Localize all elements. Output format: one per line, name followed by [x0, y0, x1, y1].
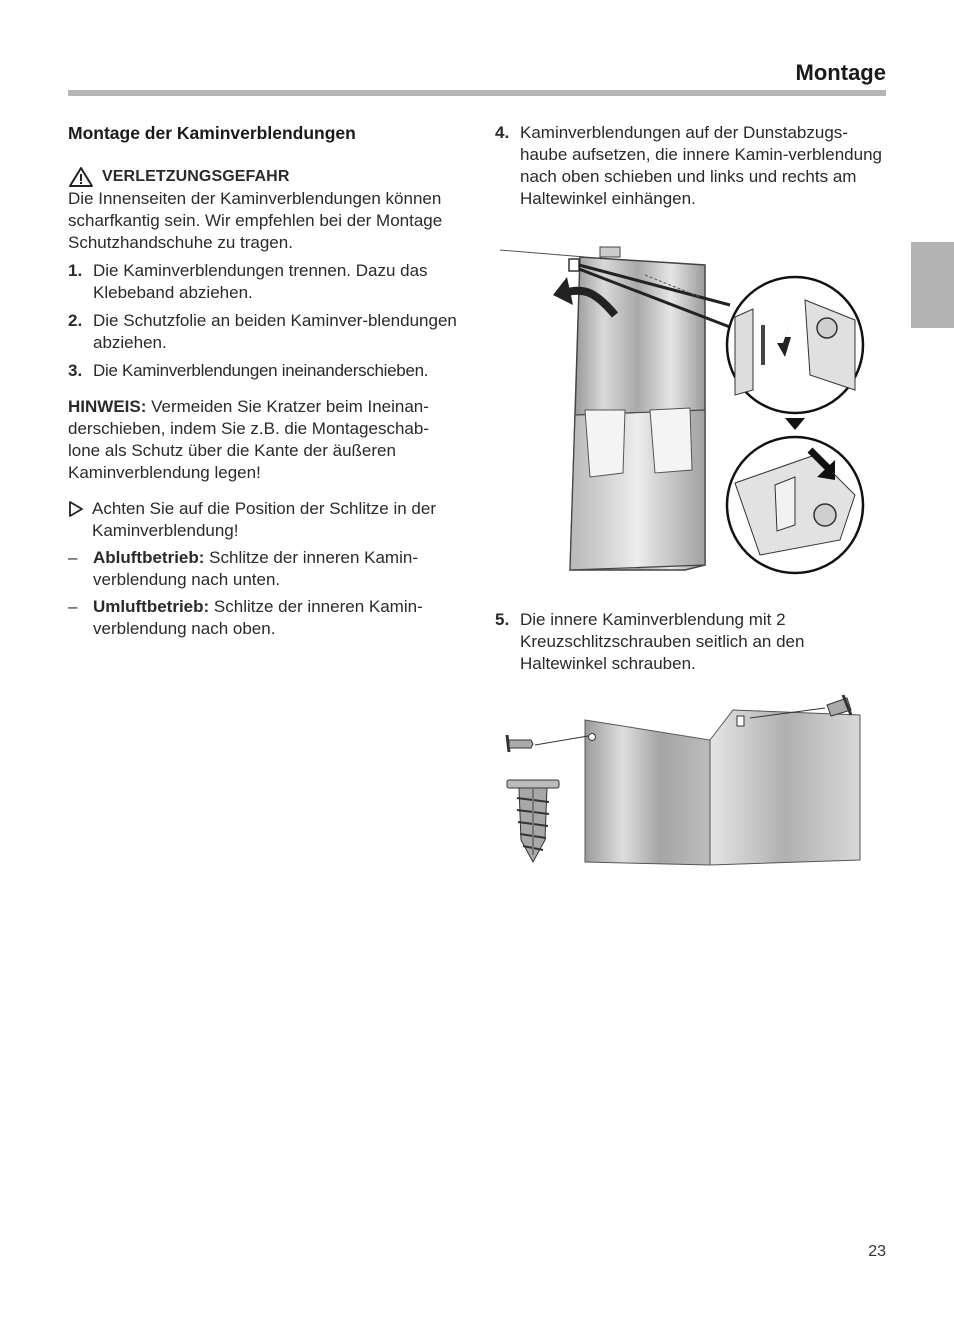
step-text: Kaminverblendungen auf der Dunstabzugs-haube aufsetzen, die innere Kamin-verblendung nach oben schieben und links und rechts am Haltewinkel einhängen. [520, 123, 882, 208]
hint-paragraph [68, 498, 460, 542]
step-number: 5. [495, 610, 510, 629]
list-item [68, 547, 460, 591]
warning-heading [68, 166, 460, 188]
list-item [495, 122, 890, 210]
dash-label: Abluftbetrieb: [93, 548, 205, 567]
step-number: 4. [495, 123, 510, 142]
section-title: Montage der Kaminverblendungen [68, 123, 356, 143]
large-screw [507, 780, 559, 862]
right-column [495, 122, 890, 210]
list-item [68, 596, 460, 640]
warning-label: VERLETZUNGSGEFAHR [102, 168, 290, 185]
step-number: 2. [68, 311, 83, 330]
step-text: Die Schutzfolie an beiden Kaminver-blendungen abziehen. [93, 311, 457, 352]
play-triangle-icon [68, 501, 84, 517]
note-paragraph [68, 396, 460, 484]
note-label: HINWEIS: [68, 397, 147, 416]
dash-text-wrap [93, 596, 460, 640]
dash-marker: – [68, 548, 78, 567]
warning-triangle-icon [68, 166, 94, 188]
side-tab-marker [911, 242, 954, 328]
small-screw-right [827, 695, 851, 716]
step-number: 3. [68, 361, 83, 380]
list-item [68, 360, 460, 382]
step-number: 1. [68, 261, 83, 280]
step-text: Die Kaminverblendungen ineinanderschieben. [93, 361, 429, 380]
dash-text: Schlitze der inneren Kamin-verblendung nach unten. [93, 548, 418, 589]
hint-text: Achten Sie auf die Position der Schlitze in der Kaminverblendung! [92, 499, 436, 540]
dash-text-wrap [93, 547, 460, 591]
step-text: Die innere Kaminverblendung mit 2 Kreuzschlitzschrauben seitlich an den Haltewinkel schrauben. [520, 610, 805, 673]
page-number: 23 [868, 1243, 886, 1260]
step5-block [495, 609, 890, 675]
header-rule [68, 90, 886, 96]
dash-text: Schlitze der inneren Kamin-verblendung nach oben. [93, 597, 423, 638]
small-screw-left [507, 735, 533, 752]
chimney-assembly-illustration [495, 225, 875, 585]
list-item [68, 310, 460, 354]
step-text: Die Kaminverblendungen trennen. Dazu das Klebeband abziehen. [93, 261, 428, 302]
warning-text: Die Innenseiten der Kaminverblendungen können scharfkantig sein. Wir empfehlen bei der Montage Schutzhandschuhe zu tragen. [68, 189, 443, 252]
dash-label: Umluftbetrieb: [93, 597, 210, 616]
page-title: Montage [795, 60, 886, 85]
screw-mounting-illustration [495, 690, 875, 875]
list-item [495, 609, 890, 675]
dash-marker: – [68, 597, 78, 616]
list-item [68, 260, 460, 304]
note-text: Vermeiden Sie Kratzer beim Ineinan-derschieben, indem Sie z.B. die Montageschab-lone als Schutz über die Kante der äußeren Kaminverblendung legen! [68, 397, 429, 482]
left-column [68, 122, 460, 640]
